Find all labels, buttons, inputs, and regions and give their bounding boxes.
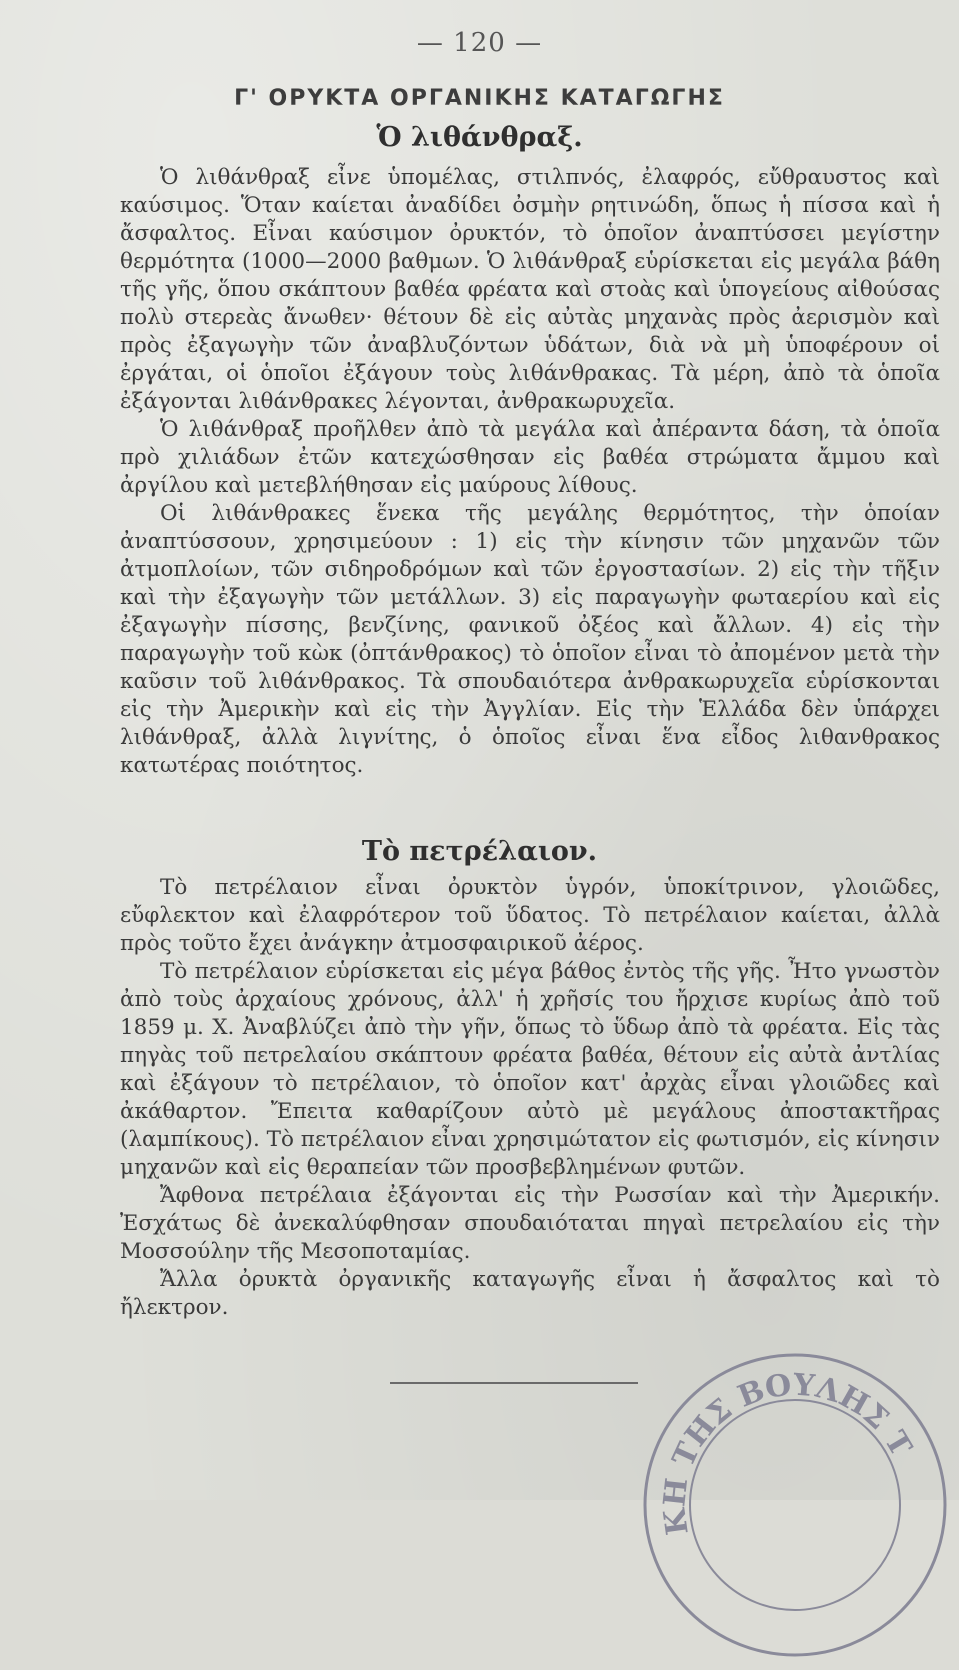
page-number: — 120 — [416, 28, 543, 58]
petroleum-paragraph-2: Τὸ πετρέλαιον εὑρίσκεται εἰς μέγα βάθος ἐντὸς τῆς γῆς. Ἦτο γνωστὸν ἀπὸ τοὺς ἀρχαίους χρόνους, ἀλλ' ἡ χρῆσίς του ἤρχισε κυρίως ἀπὸ τοῦ 1859 μ. Χ. Ἀναβλύζει ἀπὸ τὴν γῆν, ὅπως τὸ ὕδωρ ἀπὸ τὰ φρέατα. Εἰς τὰς πηγὰς τοῦ πετρελαίου σκάπτουν φρέατα βαθέα, θέτουν εἰς αὐτὰ ἀντλίας καὶ ἐξάγουν τὸ πετρέλαιον, τὸ ὁποῖον κατ' ἀρχὰς εἶναι γλοιῶδες καὶ ἀκάθαρτον. Ἔπειτα καθαρίζουν αὐτὸ μὲ μεγάλους ἀποστακτῆρας (λαμπίκους). Τὸ πετρέλαιον εἶναι χρησιμώτατον εἰς φωτισμόν, εἰς κίνησιν μηχανῶν καὶ εἰς θεραπείαν τῶν προσβεβλημένων φυτῶν. [120, 959, 940, 1180]
coal-paragraph-1: Ὁ λιθάνθραξ εἶνε ὑπομέλας, στιλπνός, ἐλαφρός, εὔθραυστος καὶ καύσιμος. Ὅταν καίεται ἀναδίδει ὀσμὴν ρητινώδη, ὅπως ἡ πίσσα καὶ ἡ ἄσφαλτος. Εἶναι καύσιμον ὀρυκτόν, τὸ ὁποῖον ἀναπτύσσει μεγίστην θερμότητα (1000—2000 βαθμων. Ὁ λιθάνθραξ εὑρίσκεται εἰς μεγάλα βάθη τῆς γῆς, ὅπου σκάπτουν βαθέα φρέατα καὶ στοὰς καὶ ὑπογείους αἰθούσας πολὺ στερεὰς ἄνωθεν· θέτουν δὲ εἰς αὐτὰς μηχανὰς πρὸς ἀερισμὸν καὶ πρὸς ἐξαγωγὴν τῶν ἀναβλυζόντων ὑδάτων, διὰ νὰ μὴ ὑποφέρουν οἱ ἐργάται, οἱ ὁποῖοι ἐξάγουν τοὺς λιθάνθρακας. Τὰ μέρη, ἀπὸ τὰ ὁποῖα ἐξάγονται λιθάνθρακες λέγονται, ἀνθρακωρυχεῖα. [120, 165, 940, 414]
coal-paragraph-2: Ὁ λιθάνθραξ προῆλθεν ἀπὸ τὰ μεγάλα καὶ ἀπέραντα δάση, τὰ ὁποῖα πρὸ χιλιάδων ἐτῶν κατεχώσθησαν εἰς βαθέα στρώματα ἄμμου καὶ ἀργίλου καὶ μετεβλήθησαν εἰς μαύρους λίθους. [120, 417, 940, 498]
section-heading: Γ' ΟΡΥΚΤΑ ΟΡΓΑΝΙΚΗΣ ΚΑΤΑΓΩΓΗΣ [234, 86, 725, 111]
stamp-text: ΘΗΚΗ ΤΗΣ ΒΟΥΛΗΣ ΤΩΝ [657, 1367, 919, 1538]
library-stamp [630, 1340, 959, 1670]
coal-paragraph-3: Οἱ λιθάνθρακες ἕνεκα τῆς μεγάλης θερμότητος, τὴν ὁποίαν ἀναπτύσσουν, χρησιμεύουν : 1) εἰς τὴν κίνησιν τῶν μηχανῶν τῶν ἀτμοπλοίων, τῶν σιδηροδρόμων καὶ τῶν ἐργοστασίων. 2) εἰς τὴν τῆξιν καὶ τὴν ἐξαγωγὴν τῶν μετάλλων. 3) εἰς παραγωγὴν φωταερίου καὶ εἰς ἐξαγωγὴν πίσσης, βενζίνης, φανικοῦ ὀξέος καὶ ἄλλων. 4) εἰς τὴν παραγωγὴν τοῦ κὼκ (ὀπτάνθρακος) τὸ ὁποῖον εἶναι τὸ ἀπομένον μετὰ τὴν καῦσιν τοῦ λιθάνθρακος. Τὰ σπουδαιότερα ἀνθρακωρυχεῖα εὑρίσκονται εἰς τὴν Ἀμερικὴν καὶ εἰς τὴν Ἀγγλίαν. Εἰς τὴν Ἑλλάδα δὲν ὑπάρχει λιθάνθραξ, ἀλλὰ λιγνίτης, ὁ ὁποῖος εἶναι ἕνα εἶδος λιθανθρακος κατωτέρας ποιότητος. [120, 501, 940, 778]
petroleum-paragraph-3: Ἄφθονα πετρέλαια ἐξάγονται εἰς τὴν Ρωσσίαν καὶ τὴν Ἀμερικήν. Ἐσχάτως δὲ ἀνεκαλύφθησαν σπουδαιόταται πηγαὶ πετρελαίου εἰς τὴν Μοσσούλην τῆς Μεσοποταμίας. [120, 1183, 940, 1264]
petroleum-title: Τὸ πετρέλαιον. [361, 836, 598, 867]
coal-title: Ὁ λιθάνθραξ. [376, 122, 583, 153]
petroleum-text [120, 874, 940, 1322]
stamp-text-group [630, 1340, 921, 1559]
coal-text [120, 164, 940, 780]
petroleum-paragraph-1: Τὸ πετρέλαιον εἶναι ὀρυκτὸν ὑγρόν, ὑποκίτρινον, γλοιῶδες, εὔφλεκτον καὶ ἐλαφρότερον τοῦ ὕδατος. Τὸ πετρέλαιον καίεται, ἀλλὰ πρὸς τοῦτο ἔχει ἀνάγκην ἀτμοσφαιρικοῦ ἀέρος. [120, 875, 940, 956]
divider-line [390, 1382, 638, 1384]
petroleum-paragraph-4: Ἄλλα ὀρυκτὰ ὀργανικῆς καταγωγῆς εἶναι ἡ ἄσφαλτος καὶ τὸ ἤλεκτρον. [120, 1267, 940, 1320]
